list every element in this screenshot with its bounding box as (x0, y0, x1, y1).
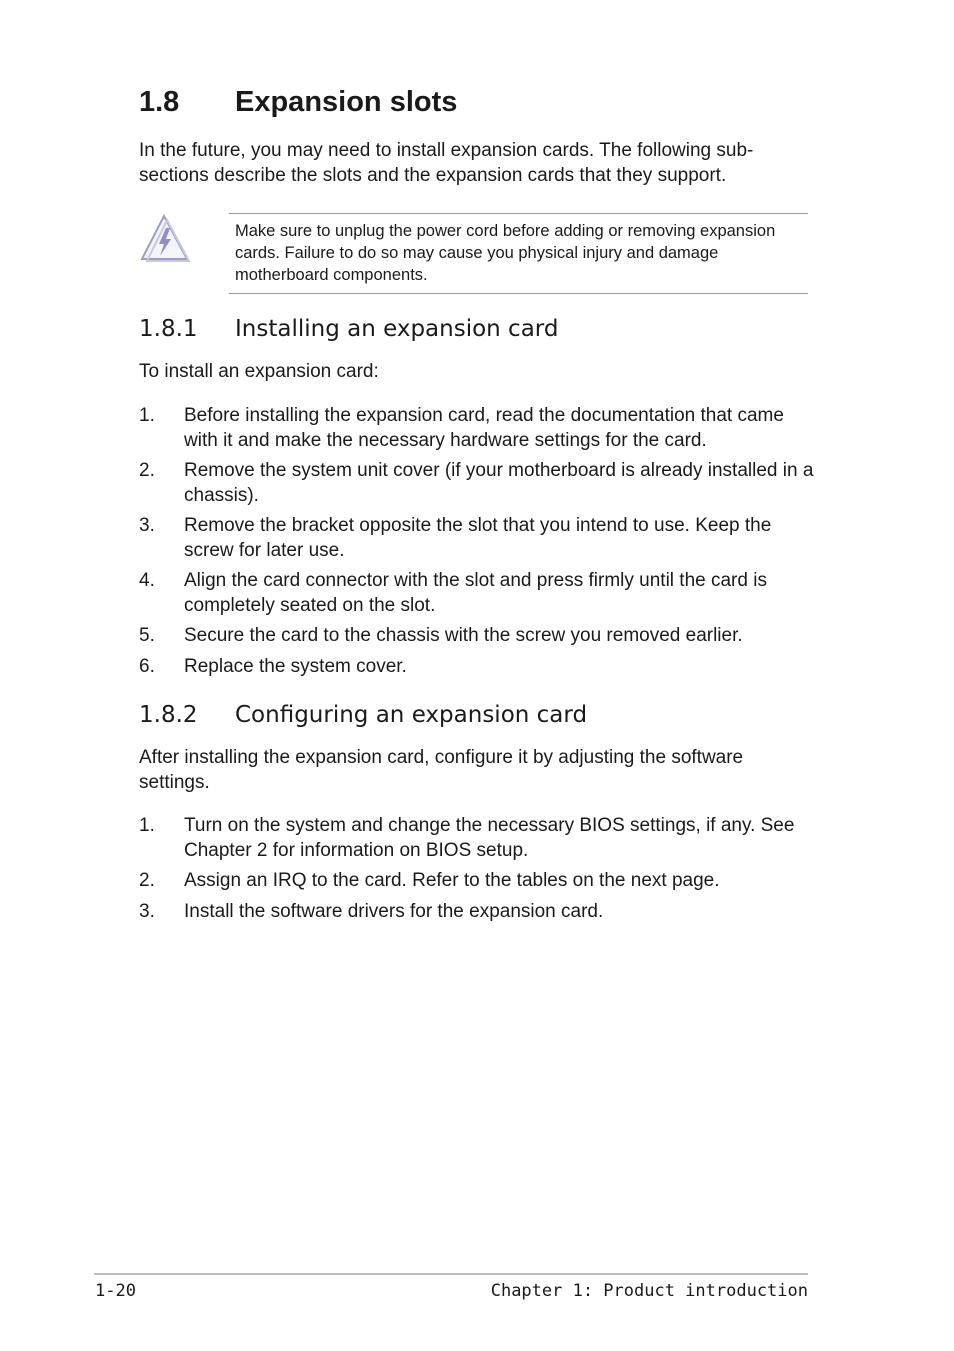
configure-steps-list (139, 814, 819, 930)
intro-paragraph: In the future, you may need to install expansion cards. The following sub-sections describe the slots and the expansion cards that they support. (139, 140, 754, 186)
install-steps-list (139, 404, 819, 685)
subsection-number: 1.8.2 (139, 702, 198, 728)
list-item: 3. Install the software drivers for the expansion card. (139, 900, 604, 922)
subsection-heading-2 (139, 702, 587, 728)
subsection-heading-1 (139, 316, 558, 342)
list-item: 2. Remove the system unit cover (if your motherboard is already installed in a chassis). (139, 460, 814, 506)
note-top-rule (229, 213, 808, 214)
install-lead: To install an expansion card: (139, 361, 379, 382)
section-title: Expansion slots (235, 86, 458, 118)
note-text: Make sure to unplug the power cord before adding or removing expansion cards. Failure to do so may cause you physical injury and damage motherboard components. (235, 222, 776, 284)
configure-lead: After installing the expansion card, configure it by adjusting the software settings. (139, 747, 744, 793)
list-item: 4. Align the card connector with the slot and press firmly until the card is completely seated on the slot. (139, 570, 767, 616)
page-number: 1-20 (95, 1281, 136, 1301)
subsection-number: 1.8.1 (139, 316, 198, 342)
section-number: 1.8 (139, 86, 180, 118)
subsection-title: Installing an expansion card (235, 316, 559, 342)
section-heading (139, 86, 457, 119)
subsection-title: Configuring an expansion card (235, 702, 588, 728)
chapter-title: Chapter 1: Product introduction (490, 1281, 808, 1301)
list-item: 1. Turn on the system and change the necessary BIOS settings, if any. See Chapter 2 for information on BIOS setup. (139, 815, 795, 861)
list-item: 3. Remove the bracket opposite the slot that you intend to use. Keep the screw for later use. (139, 515, 772, 561)
warning-triangle-icon (139, 213, 191, 263)
note-bottom-rule (229, 293, 808, 294)
list-item: 2. Assign an IRQ to the card. Refer to the tables on the next page. (139, 870, 720, 891)
list-item: 5. Secure the card to the chassis with the screw you removed earlier. (139, 625, 743, 646)
list-item: 6. Replace the system cover. (139, 655, 407, 677)
footer-rule (94, 1273, 808, 1275)
list-item: 1. Before installing the expansion card, read the documentation that came with it and make the necessary hardware settings for the card. (139, 405, 784, 451)
